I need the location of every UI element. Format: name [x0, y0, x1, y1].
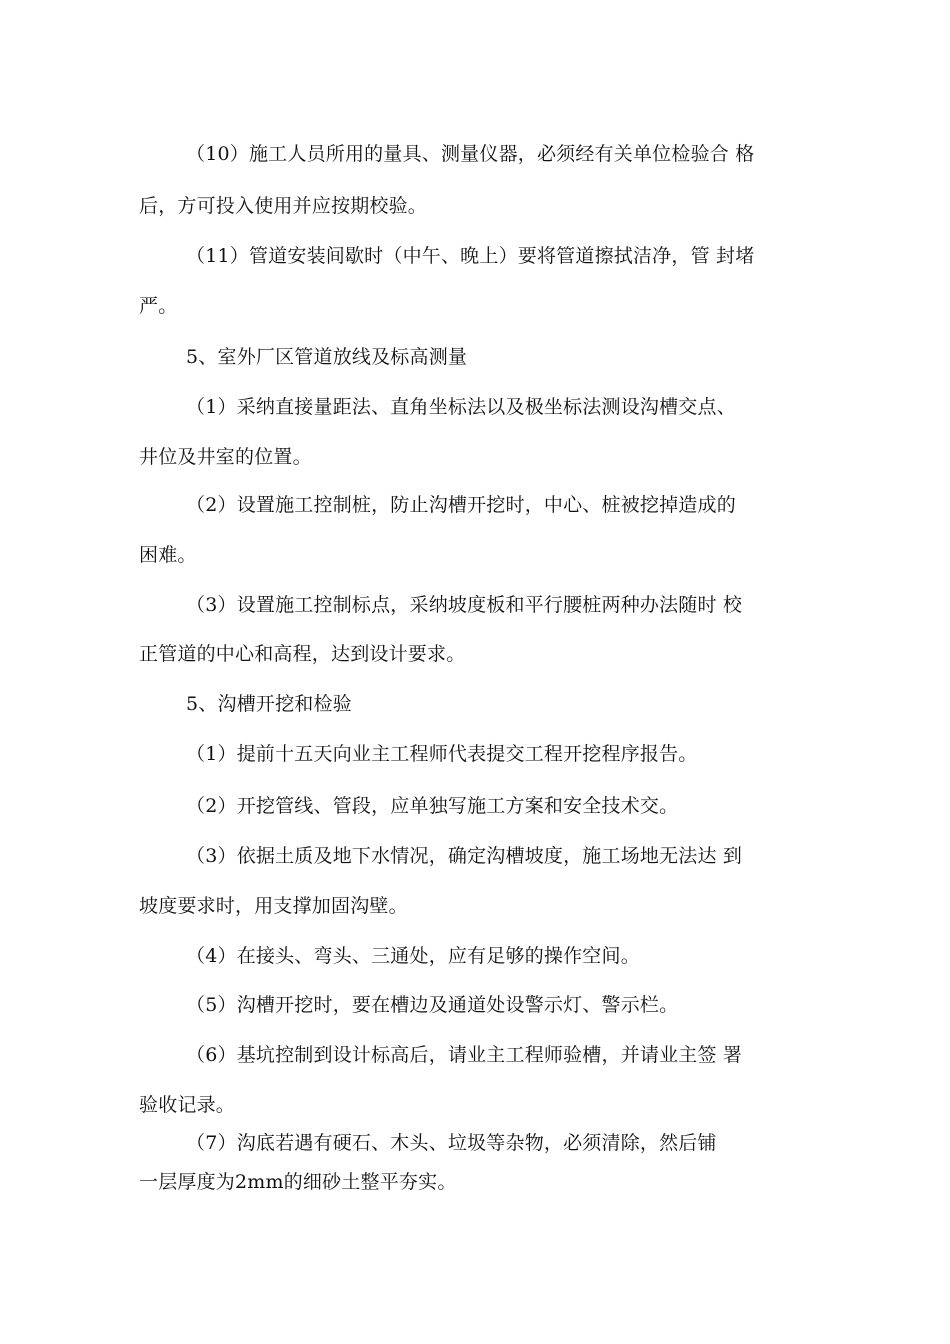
text-line: 严。: [139, 295, 178, 317]
text-line: 后，方可投入使用并应按期校验。: [139, 195, 428, 217]
section-heading: 5、室外厂区管道放线及标高测量: [186, 346, 468, 368]
text-line: （2）开挖管线、管段，应单独写施工方案和安全技术交。: [186, 795, 679, 817]
text-line: （3）依据土质及地下水情况，确定沟槽坡度，施工场地无法达 到: [186, 845, 743, 867]
text-line: （1）提前十五天向业主工程师代表提交工程开挖程序报告。: [186, 743, 698, 765]
text-line: （10）施工人员所用的量具、测量仪器，必须经有关单位检验合 格: [186, 143, 755, 165]
text-line: 一层厚度为2mm的细砂土整平夯实。: [139, 1171, 457, 1193]
text-line: （5）沟槽开挖时，要在槽边及通道处设警示灯、警示栏。: [186, 994, 679, 1016]
text-line: 正管道的中心和高程，达到设计要求。: [139, 643, 466, 665]
text-line: （4）在接头、弯头、三通处，应有足够的操作空间。: [186, 945, 640, 967]
text-line: （11）管道安装间歇时（中午、晚上）要将管道擦拭洁净，管 封堵: [186, 245, 755, 267]
text-line: 困难。: [139, 544, 197, 566]
text-line: 坡度要求时，用支撑加固沟壁。: [139, 895, 408, 917]
text-line: （2）设置施工控制桩，防止沟槽开挖时，中心、桩被挖掉造成的: [186, 494, 736, 516]
text-line: 井位及井室的位置。: [139, 446, 312, 468]
text-line: （1）采纳直接量距法、直角坐标法以及极坐标法测设沟槽交点、: [186, 396, 736, 418]
text-line: （3）设置施工控制标点，采纳坡度板和平行腰桩两种办法随时 校: [186, 594, 743, 616]
section-heading: 5、沟槽开挖和检验: [186, 693, 352, 715]
text-line: （7）沟底若遇有硬石、木头、垃圾等杂物，必须清除，然后铺: [186, 1132, 717, 1154]
text-line: （6）基坑控制到设计标高后，请业主工程师验槽，并请业主签 署: [186, 1044, 743, 1066]
text-line: 验收记录。: [139, 1094, 236, 1116]
